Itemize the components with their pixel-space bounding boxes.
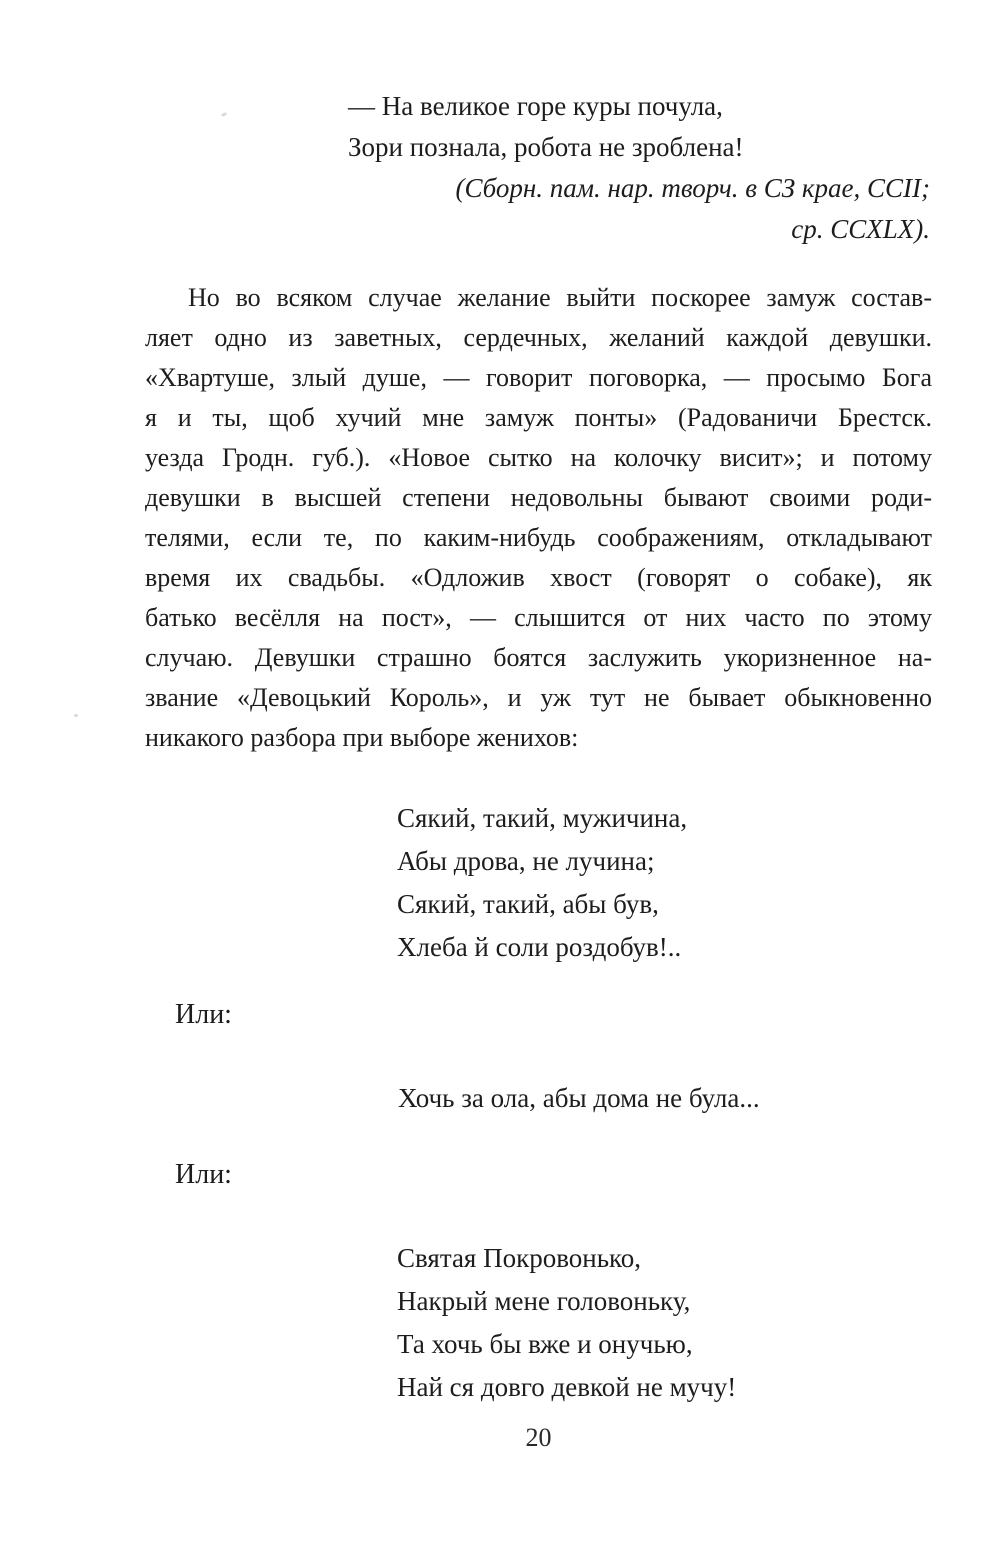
quote-line: — На великое горе куры почула, xyxy=(348,91,723,121)
paragraph-line: уезда Гродн. губ.). «Новое сытко на колочку висит»; и потому xyxy=(145,443,932,472)
verse-line: Святая Покровонько, xyxy=(397,1243,642,1273)
verse-line: Хлеба й соли роздобув!.. xyxy=(397,932,682,962)
page-number: 20 xyxy=(525,1423,552,1452)
paragraph-line: «Хвартуше, злый душе, — говорит поговорка, — просымо Бога xyxy=(145,363,932,392)
opening-quote xyxy=(348,86,930,250)
verse-2 xyxy=(397,1237,736,1409)
verse-line: Та хочь бы вже и онучью, xyxy=(397,1329,693,1359)
verse-line: Сякий, такий, абы був, xyxy=(397,889,659,919)
paragraph-line: я и ты, щоб хучий мне замуж понты» (Радованичи Брестск. xyxy=(145,403,932,432)
verse-line: Сякий, такий, мужичина, xyxy=(397,803,688,833)
verse-line: Най ся довго девкой не мучу! xyxy=(397,1372,737,1402)
paragraph-line: Но во всяком случае желание выйти поскорее замуж состав- xyxy=(188,283,932,312)
quote-line: Зори познала, робота не зроблена! xyxy=(348,132,744,162)
main-paragraph xyxy=(145,278,932,758)
paragraph-line: телями, если те, по каким-нибудь соображениям, откладывают xyxy=(145,523,932,552)
or-label: Или: xyxy=(175,999,232,1030)
paragraph-line: батько весёлля на пост», — слышится от них часто по этому xyxy=(145,603,932,632)
citation-line: ср. CCXLX). xyxy=(791,214,930,244)
scan-artifact xyxy=(74,714,78,717)
paragraph-line: случаю. Девушки страшно боятся заслужить укоризненное на- xyxy=(145,643,932,672)
paragraph-line: никакого разбора при выборе женихов: xyxy=(145,723,579,752)
verse-line: Накрый мене головоньку, xyxy=(397,1286,691,1316)
verse-line: Абы дрова, не лучина; xyxy=(397,846,655,876)
paragraph-line: ляет одно из заветных, сердечных, желаний каждой девушки. xyxy=(145,323,932,352)
paragraph-line: звание «Девоцький Король», и уж тут не бывает обыкновенно xyxy=(145,683,932,712)
paragraph-line: время их свадьбы. «Одложив хвост (говорят о собаке), як xyxy=(145,563,932,592)
citation-line: (Сборн. пам. нар. творч. в СЗ крае, CCII; xyxy=(455,173,930,203)
or-label: Или: xyxy=(175,1159,232,1190)
verse-single-line: Хочь за ола, абы дома не була... xyxy=(398,1083,760,1113)
scan-artifact xyxy=(221,112,228,117)
paragraph-line: девушки в высшей степени недовольны бывают своими роди- xyxy=(145,483,932,512)
verse-1 xyxy=(397,797,687,969)
